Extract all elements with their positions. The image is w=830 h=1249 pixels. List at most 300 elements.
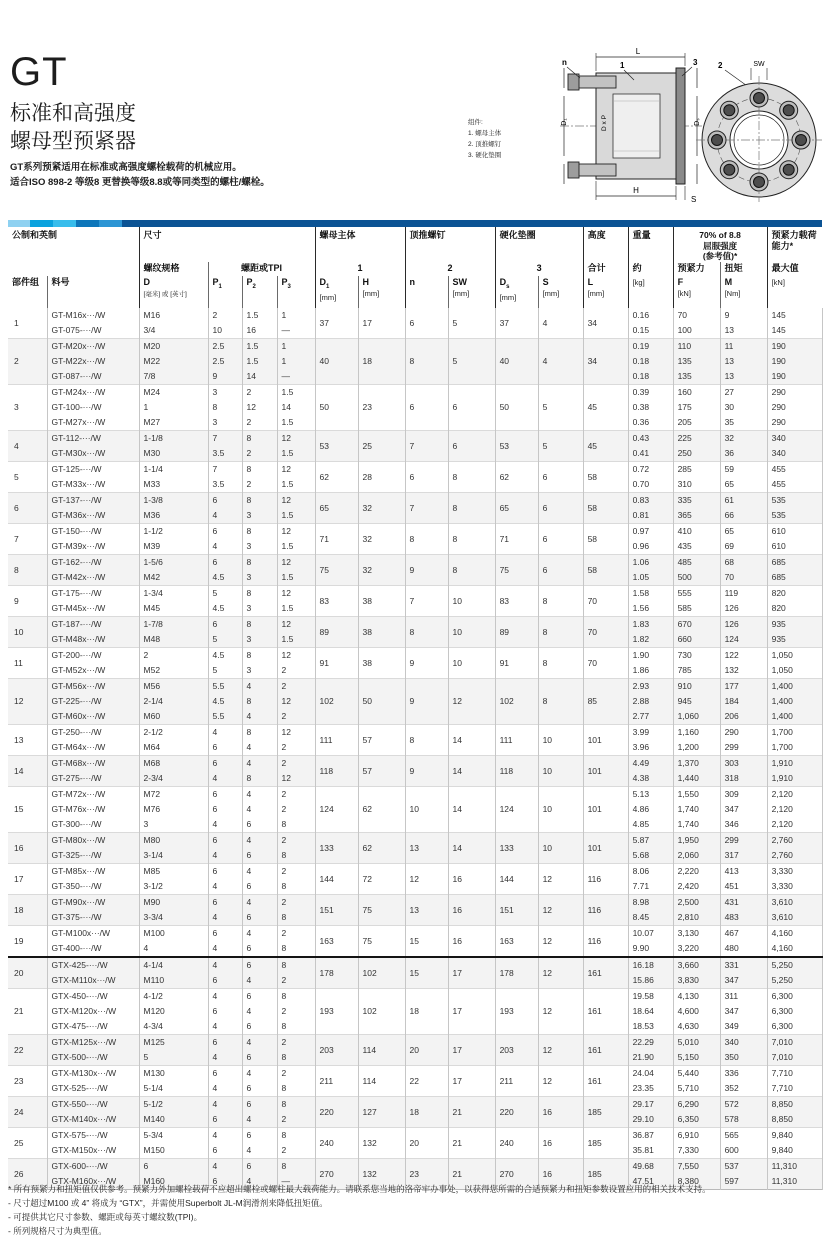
pitch-p3-cell: 2	[277, 973, 315, 989]
max-capacity-cell: 190	[767, 339, 822, 355]
pitch-p3-cell: 2	[277, 926, 315, 942]
dim-n-cell: 13	[405, 895, 448, 926]
max-capacity-cell: 535	[767, 508, 822, 524]
max-capacity-cell: 2,760	[767, 848, 822, 864]
max-capacity-cell: 5,250	[767, 957, 822, 973]
torque-m-cell: 206	[720, 709, 767, 725]
pitch-p3-cell: 1.5	[277, 632, 315, 648]
pitch-p1-cell: 4.5	[208, 694, 242, 709]
part-number-cell: GT-M45x···/W	[47, 601, 139, 617]
header-total: 合计	[583, 262, 628, 276]
preload-f-cell: 500	[673, 570, 720, 586]
dim-h-cell: 25	[358, 431, 405, 462]
pitch-p2-cell: 6	[242, 1128, 277, 1144]
part-group-cell: 12	[8, 679, 47, 725]
pitch-p1-cell: 4	[208, 1159, 242, 1175]
pitch-p2-cell: 1.5	[242, 339, 277, 355]
components-legend	[468, 117, 501, 161]
part-number-cell: GT-137-···/W	[47, 493, 139, 509]
weight-cell: 1.90	[628, 648, 673, 664]
pitch-p2-cell: 8	[242, 725, 277, 741]
weight-cell: 4.86	[628, 802, 673, 817]
pitch-p1-cell: 6	[208, 1143, 242, 1159]
part-number-cell: GT-M76x···/W	[47, 802, 139, 817]
dim-sw-cell: 8	[448, 493, 495, 524]
thread-size-cell: M72	[139, 787, 208, 803]
dim-n-cell: 8	[405, 725, 448, 756]
dim-ds-cell: 124	[495, 787, 538, 833]
preload-f-cell: 730	[673, 648, 720, 664]
col-header-h: H [mm]	[358, 276, 405, 308]
callout-2: 2	[718, 61, 723, 70]
dim-sw-cell: 5	[448, 339, 495, 385]
table-row	[8, 555, 822, 571]
pitch-p3-cell: 2	[277, 1112, 315, 1128]
pitch-p3-cell: 12	[277, 555, 315, 571]
preload-f-cell: 365	[673, 508, 720, 524]
max-capacity-cell: 685	[767, 555, 822, 571]
preload-f-cell: 670	[673, 617, 720, 633]
pitch-p2-cell: 3	[242, 539, 277, 555]
dim-n-cell: 22	[405, 1066, 448, 1097]
pitch-p3-cell: 1.5	[277, 601, 315, 617]
max-capacity-cell: 8,850	[767, 1097, 822, 1113]
part-group-cell: 11	[8, 648, 47, 679]
weight-cell: 21.90	[628, 1050, 673, 1066]
weight-cell: 5.68	[628, 848, 673, 864]
pitch-p1-cell: 3	[208, 385, 242, 401]
dim-n-cell: 8	[405, 524, 448, 555]
header-thread-spec: 螺纹规格	[139, 262, 208, 276]
pitch-p3-cell: 8	[277, 1128, 315, 1144]
dim-ds-cell: 270	[495, 1159, 538, 1190]
dim-ds-cell: 163	[495, 926, 538, 958]
pitch-p2-cell: 8	[242, 586, 277, 602]
section-header-metric-imperial: 公制和英制	[12, 230, 58, 240]
torque-m-cell: 413	[720, 864, 767, 880]
preload-f-cell: 1,160	[673, 725, 720, 741]
table-row	[8, 756, 822, 772]
pitch-p1-cell: 6	[208, 1174, 242, 1190]
max-capacity-cell: 9,840	[767, 1128, 822, 1144]
pitch-p3-cell: 14	[277, 400, 315, 415]
part-number-cell: GTX-M150x···/W	[47, 1143, 139, 1159]
pitch-p2-cell: 4	[242, 709, 277, 725]
dim-ds-cell: 220	[495, 1097, 538, 1128]
pitch-p3-cell: 2	[277, 679, 315, 695]
torque-m-cell: 126	[720, 617, 767, 633]
max-capacity-cell: 1,400	[767, 679, 822, 695]
dim-s-cell: 10	[538, 833, 583, 864]
legend-item-jackbolt: 2. 顶推螺钉	[468, 141, 502, 148]
pitch-p3-cell: 2	[277, 864, 315, 880]
pitch-p2-cell: 3	[242, 663, 277, 679]
weight-cell: 29.10	[628, 1112, 673, 1128]
pitch-p2-cell: 8	[242, 617, 277, 633]
preload-f-cell: 135	[673, 354, 720, 369]
col-header-f: F [kN]	[673, 276, 720, 308]
pitch-p3-cell: 1.5	[277, 539, 315, 555]
max-capacity-cell: 1,700	[767, 725, 822, 741]
section-header-height: 高度	[583, 227, 628, 262]
dim-l-cell: 58	[583, 462, 628, 493]
weight-cell: 5.13	[628, 787, 673, 803]
part-group-cell: 17	[8, 864, 47, 895]
dim-d1-cell: 50	[315, 385, 358, 431]
part-number-cell: GT-M42x···/W	[47, 570, 139, 586]
weight-cell: 0.18	[628, 369, 673, 385]
torque-m-cell: 483	[720, 910, 767, 926]
page-title-line2: 螺母型预紧器	[10, 130, 136, 153]
pitch-p1-cell: 3.5	[208, 446, 242, 462]
pitch-p2-cell: 1.5	[242, 308, 277, 323]
dim-d1-cell: 211	[315, 1066, 358, 1097]
header-num-3: 3	[495, 262, 583, 276]
max-capacity-cell: 820	[767, 601, 822, 617]
part-number-cell: GTX-575-···/W	[47, 1128, 139, 1144]
table-row	[8, 1035, 822, 1051]
preload-f-cell: 2,220	[673, 864, 720, 880]
thread-size-cell: M76	[139, 802, 208, 817]
dim-n-cell: 7	[405, 431, 448, 462]
pitch-p3-cell: 12	[277, 586, 315, 602]
dim-sw-cell: 6	[448, 431, 495, 462]
dim-h-cell: 114	[358, 1035, 405, 1066]
pitch-p3-cell: 2	[277, 1035, 315, 1051]
part-group-cell: 9	[8, 586, 47, 617]
dim-l-cell: 101	[583, 756, 628, 787]
table-row	[8, 617, 822, 633]
part-group-cell: 4	[8, 431, 47, 462]
table-row	[8, 385, 822, 401]
max-capacity-cell: 2,120	[767, 802, 822, 817]
part-number-cell: GT-M27x···/W	[47, 415, 139, 431]
pitch-p1-cell: 4	[208, 817, 242, 833]
part-group-cell: 18	[8, 895, 47, 926]
weight-cell: 35.81	[628, 1143, 673, 1159]
max-capacity-cell: 610	[767, 524, 822, 540]
table-row	[8, 679, 822, 695]
thread-size-cell: 3	[139, 817, 208, 833]
dim-ds-cell: 75	[495, 555, 538, 586]
preload-f-cell: 70	[673, 308, 720, 323]
dim-s-cell: 12	[538, 989, 583, 1035]
thread-size-cell: 5-1/2	[139, 1097, 208, 1113]
weight-cell: 2.93	[628, 679, 673, 695]
spec-table-body	[8, 308, 822, 1190]
pitch-p1-cell: 5	[208, 586, 242, 602]
pitch-p1-cell: 4	[208, 771, 242, 787]
table-row	[8, 648, 822, 664]
dim-n-cell: 20	[405, 1128, 448, 1159]
preload-f-cell: 3,220	[673, 941, 720, 957]
dim-s-cell: 5	[538, 385, 583, 431]
dim-d1-cell: 163	[315, 926, 358, 958]
dim-s-cell: 8	[538, 679, 583, 725]
pitch-p1-cell: 4	[208, 910, 242, 926]
part-number-cell: GT-400-···/W	[47, 941, 139, 957]
part-group-cell: 7	[8, 524, 47, 555]
pitch-p2-cell: 1.5	[242, 354, 277, 369]
part-number-cell: GT-M20x···/W	[47, 339, 139, 355]
dim-h-cell: 132	[358, 1159, 405, 1190]
torque-m-cell: 565	[720, 1128, 767, 1144]
thread-size-cell: 6	[139, 1159, 208, 1175]
dim-l-cell: 161	[583, 1035, 628, 1066]
pitch-p3-cell: 12	[277, 524, 315, 540]
thread-size-cell: M130	[139, 1066, 208, 1082]
preload-f-cell: 7,330	[673, 1143, 720, 1159]
dim-label-L: L	[635, 47, 641, 56]
max-capacity-cell: 2,760	[767, 833, 822, 849]
thread-size-cell: M48	[139, 632, 208, 648]
pitch-p2-cell: 16	[242, 323, 277, 339]
dim-l-cell: 85	[583, 679, 628, 725]
pitch-p3-cell: 1	[277, 339, 315, 355]
torque-m-cell: 59	[720, 462, 767, 478]
footnote-1: * 所有预紧力和扭矩值仅供参考。预紧力外加螺栓载荷不应超出螺栓或螺柱最大载荷能力。请联系您当地的洛帝牢办事处，以获得您所需的合适预紧力和扭矩参数设置应用的相关技术支持。	[8, 1184, 711, 1194]
dim-l-cell: 58	[583, 555, 628, 586]
weight-cell: 2.77	[628, 709, 673, 725]
pitch-p2-cell: 3	[242, 508, 277, 524]
header-max-value: 最大值	[767, 262, 822, 276]
header-pitch-tpi: 螺距或TPI	[208, 262, 315, 276]
dim-s-cell: 4	[538, 339, 583, 385]
dim-h-cell: 18	[358, 339, 405, 385]
torque-m-cell: 13	[720, 323, 767, 339]
table-row	[8, 725, 822, 741]
pitch-p2-cell: 8	[242, 493, 277, 509]
dim-sw-cell: 14	[448, 833, 495, 864]
part-group-cell: 20	[8, 957, 47, 989]
dim-d1-cell: 220	[315, 1097, 358, 1128]
pitch-p2-cell: 6	[242, 910, 277, 926]
table-row	[8, 493, 822, 509]
part-number-cell: GT-250-···/W	[47, 725, 139, 741]
pitch-p2-cell: 6	[242, 1050, 277, 1066]
dim-n-cell: 9	[405, 679, 448, 725]
preload-f-cell: 435	[673, 539, 720, 555]
preload-f-cell: 175	[673, 400, 720, 415]
weight-cell: 0.36	[628, 415, 673, 431]
pitch-p2-cell: 2	[242, 477, 277, 493]
dim-l-cell: 161	[583, 989, 628, 1035]
dim-sw-cell: 17	[448, 1035, 495, 1066]
header-approx: 约	[628, 262, 673, 276]
preload-f-cell: 485	[673, 555, 720, 571]
table-row	[8, 1128, 822, 1144]
preload-f-cell: 5,150	[673, 1050, 720, 1066]
thread-size-cell: M125	[139, 1035, 208, 1051]
weight-cell: 47.51	[628, 1174, 673, 1190]
dim-n-cell: 7	[405, 586, 448, 617]
pitch-p1-cell: 6	[208, 833, 242, 849]
pitch-p2-cell: 6	[242, 989, 277, 1005]
thread-size-cell: M27	[139, 415, 208, 431]
pitch-p1-cell: 6	[208, 864, 242, 880]
preload-f-cell: 110	[673, 339, 720, 355]
torque-m-cell: 572	[720, 1097, 767, 1113]
weight-cell: 0.39	[628, 385, 673, 401]
max-capacity-cell: 11,310	[767, 1174, 822, 1190]
col-header-kg: [kg]	[628, 276, 673, 308]
part-number-cell: GTX-475-···/W	[47, 1019, 139, 1035]
part-number-cell: GT-M48x···/W	[47, 632, 139, 648]
weight-cell: 16.18	[628, 957, 673, 973]
dim-s-cell: 8	[538, 586, 583, 617]
dim-ds-cell: 91	[495, 648, 538, 679]
preload-f-cell: 7,550	[673, 1159, 720, 1175]
dim-n-cell: 18	[405, 1097, 448, 1128]
torque-m-cell: 66	[720, 508, 767, 524]
torque-m-cell: 318	[720, 771, 767, 787]
pitch-p1-cell: 4	[208, 725, 242, 741]
pitch-p1-cell: 6	[208, 555, 242, 571]
pitch-p1-cell: 6	[208, 1004, 242, 1019]
pitch-p1-cell: 5	[208, 632, 242, 648]
dim-sw-cell: 14	[448, 725, 495, 756]
pitch-p3-cell: —	[277, 1174, 315, 1190]
legend-title: 组件:	[468, 119, 483, 126]
pitch-p2-cell: 14	[242, 369, 277, 385]
dim-d1-cell: 83	[315, 586, 358, 617]
part-number-cell: GTX-550-···/W	[47, 1097, 139, 1113]
weight-cell: 5.87	[628, 833, 673, 849]
thread-size-cell: 1	[139, 400, 208, 415]
dim-sw-cell: 8	[448, 462, 495, 493]
dim-label-DxP: D x P	[601, 115, 608, 131]
pitch-p2-cell: 4	[242, 1035, 277, 1051]
dim-h-cell: 114	[358, 1066, 405, 1097]
weight-cell: 0.18	[628, 354, 673, 369]
dim-sw-cell: 8	[448, 555, 495, 586]
pitch-p1-cell: 3	[208, 415, 242, 431]
preload-f-cell: 225	[673, 431, 720, 447]
weight-cell: 0.96	[628, 539, 673, 555]
pitch-p1-cell: 2.5	[208, 354, 242, 369]
pitch-p1-cell: 4	[208, 879, 242, 895]
pitch-p3-cell: 8	[277, 817, 315, 833]
dim-sw-cell: 12	[448, 679, 495, 725]
part-number-cell: GT-325-···/W	[47, 848, 139, 864]
pitch-p3-cell: 2	[277, 1066, 315, 1082]
pitch-p1-cell: 4	[208, 848, 242, 864]
max-capacity-cell: 3,610	[767, 910, 822, 926]
dim-h-cell: 32	[358, 555, 405, 586]
dim-h-cell: 62	[358, 833, 405, 864]
thread-size-cell: 1-5/6	[139, 555, 208, 571]
thread-size-cell: M160	[139, 1174, 208, 1190]
dim-ds-cell: 144	[495, 864, 538, 895]
pitch-p1-cell: 4	[208, 508, 242, 524]
dim-s-cell: 6	[538, 462, 583, 493]
part-group-cell: 13	[8, 725, 47, 756]
part-number-cell: GTX-500-···/W	[47, 1050, 139, 1066]
max-capacity-cell: 455	[767, 477, 822, 493]
thread-size-cell: 3-3/4	[139, 910, 208, 926]
table-row	[8, 957, 822, 973]
thread-size-cell: 4-1/2	[139, 989, 208, 1005]
dim-d1-cell: 118	[315, 756, 358, 787]
dim-ds-cell: 151	[495, 895, 538, 926]
thread-size-cell: 3-1/4	[139, 848, 208, 864]
part-group-cell: 26	[8, 1159, 47, 1190]
table-row	[8, 989, 822, 1005]
max-capacity-cell: 820	[767, 586, 822, 602]
torque-m-cell: 68	[720, 555, 767, 571]
dim-h-cell: 62	[358, 787, 405, 833]
pitch-p1-cell: 6	[208, 895, 242, 911]
torque-m-cell: 65	[720, 524, 767, 540]
preload-f-cell: 2,060	[673, 848, 720, 864]
dim-n-cell: 7	[405, 493, 448, 524]
pitch-p2-cell: 12	[242, 400, 277, 415]
dim-ds-cell: 111	[495, 725, 538, 756]
max-capacity-cell: 145	[767, 323, 822, 339]
part-number-cell: GT-087-···/W	[47, 369, 139, 385]
dim-ds-cell: 102	[495, 679, 538, 725]
pitch-p1-cell: 6	[208, 802, 242, 817]
dim-s-cell: 6	[538, 524, 583, 555]
max-capacity-cell: 3,610	[767, 895, 822, 911]
col-header-d: D [毫米] 或 [英寸]	[139, 276, 208, 308]
torque-m-cell: 317	[720, 848, 767, 864]
dim-d1-cell: 124	[315, 787, 358, 833]
part-number-cell: GT-275-···/W	[47, 771, 139, 787]
preload-f-cell: 660	[673, 632, 720, 648]
max-capacity-cell: 2,120	[767, 817, 822, 833]
part-group-cell: 5	[8, 462, 47, 493]
max-capacity-cell: 610	[767, 539, 822, 555]
max-capacity-cell: 5,250	[767, 973, 822, 989]
pitch-p3-cell: 8	[277, 879, 315, 895]
torque-m-cell: 352	[720, 1081, 767, 1097]
preload-f-cell: 100	[673, 323, 720, 339]
dim-sw-cell: 21	[448, 1128, 495, 1159]
table-row	[8, 833, 822, 849]
pitch-p3-cell: 12	[277, 431, 315, 447]
max-capacity-cell: 4,160	[767, 941, 822, 957]
max-capacity-cell: 290	[767, 385, 822, 401]
pitch-p2-cell: 8	[242, 771, 277, 787]
table-row	[8, 895, 822, 911]
part-group-cell: 1	[14, 317, 19, 328]
thread-size-cell: 1-1/2	[139, 524, 208, 540]
pitch-p2-cell: 4	[242, 679, 277, 695]
preload-f-cell: 3,130	[673, 926, 720, 942]
part-number-cell: GT-125-···/W	[47, 462, 139, 478]
preload-f-cell: 4,630	[673, 1019, 720, 1035]
weight-cell: 0.83	[628, 493, 673, 509]
torque-m-cell: 177	[720, 679, 767, 695]
thread-size-cell: M64	[139, 740, 208, 756]
dim-d1-cell: 270	[315, 1159, 358, 1190]
dim-d1-cell: 102	[315, 679, 358, 725]
dim-sw-cell: 8	[448, 524, 495, 555]
dim-s-cell: 8	[538, 648, 583, 679]
dim-l-cell: 34	[583, 308, 628, 339]
part-number-cell: GT-M52x···/W	[47, 663, 139, 679]
dim-l-cell: 45	[583, 431, 628, 462]
part-group-cell: 10	[8, 617, 47, 648]
pitch-p2-cell: 3	[242, 632, 277, 648]
pitch-p3-cell: 12	[277, 694, 315, 709]
dim-ds-cell: 211	[495, 1066, 538, 1097]
accent-color-bar	[8, 220, 822, 227]
thread-size-cell: M120	[139, 1004, 208, 1019]
pitch-p2-cell: 8	[242, 462, 277, 478]
header-torque: 扭矩	[720, 262, 767, 276]
